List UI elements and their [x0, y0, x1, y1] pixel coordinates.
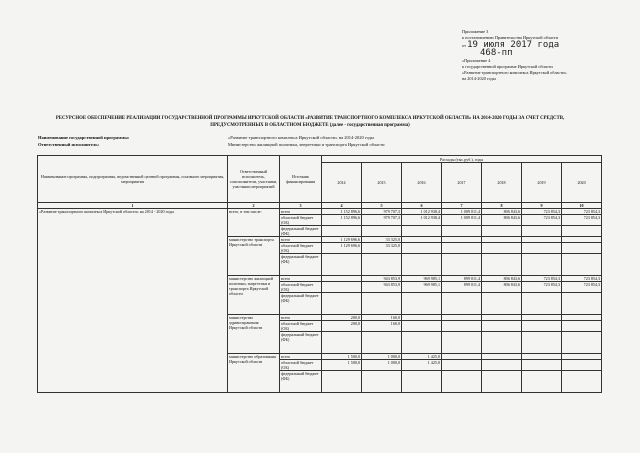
value-cell: 200,0 — [322, 315, 362, 321]
value-cell: 1 152 896,6 — [322, 215, 362, 226]
value-cell: 33 325,0 — [362, 243, 402, 254]
value-cell: 723 854,3 — [562, 276, 602, 282]
value-cell — [482, 332, 522, 354]
value-cell — [322, 282, 362, 293]
value-cell — [562, 243, 602, 254]
column-number: 1 — [38, 203, 228, 209]
value-cell — [562, 226, 602, 237]
value-cell — [322, 226, 362, 237]
value-cell: 1 012 938,4 — [402, 209, 442, 215]
source-cell: всего — [280, 276, 322, 282]
value-cell: 1 009 011,4 — [442, 209, 482, 215]
column-number: 2 — [228, 203, 280, 209]
value-cell: 1 000,0 — [362, 360, 402, 371]
value-cell: 1 129 696,6 — [322, 243, 362, 254]
value-cell: 1 009 011,4 — [442, 215, 482, 226]
value-cell — [402, 332, 442, 354]
value-cell — [482, 321, 522, 332]
value-cell — [442, 254, 482, 276]
value-cell — [442, 293, 482, 315]
value-cell — [322, 254, 362, 276]
column-number: 8 — [482, 203, 522, 209]
appendix-line4: «Приложение 4 — [462, 58, 491, 63]
value-cell — [362, 371, 402, 393]
value-cell — [522, 243, 562, 254]
value-cell: 1 500,0 — [322, 360, 362, 371]
year-header: 2014 — [322, 163, 362, 203]
appendix-line6: «Развитие транспортного комплекса Иркутской области» — [462, 70, 567, 75]
col-name-header: Наименование программы, подпрограммы, ведомственной целевой программы, основного мероприятия, мероприятия — [38, 156, 228, 203]
value-cell — [562, 254, 602, 276]
value-cell: 979 707,3 — [362, 215, 402, 226]
value-cell — [402, 243, 442, 254]
value-cell — [442, 371, 482, 393]
value-cell — [322, 332, 362, 354]
value-cell — [562, 332, 602, 354]
value-cell — [442, 332, 482, 354]
value-cell: 806 843,6 — [482, 209, 522, 215]
value-cell: 1 000,0 — [362, 354, 402, 360]
source-cell: всего — [280, 354, 322, 360]
value-cell: 723 854,3 — [562, 209, 602, 215]
value-cell — [442, 226, 482, 237]
executor-cell: министерство транспорта Иркутской области — [228, 237, 280, 276]
column-number: 3 — [280, 203, 322, 209]
value-cell — [362, 254, 402, 276]
value-cell: 1 500,0 — [322, 354, 362, 360]
document-title: РЕСУРСНОЕ ОБЕСПЕЧЕНИЕ РЕАЛИЗАЦИИ ГОСУДАРСТВЕННОЙ ПРОГРАММЫ ИРКУТСКОЙ ОБЛАСТИ «РАЗВИТИЕ ТРАНСПОРТНОГО КОМПЛЕКСА ИРКУТСКОЙ ОБЛАСТИ» НА 2014-2020 ГОДЫ ЗА СЧЕТ СРЕДСТВ, ПРЕДУСМОТРЕННЫХ В ОБЛАСТНОМ БЮДЖЕТЕ (далее - государственная программа) — [55, 116, 565, 128]
header-row — [38, 156, 602, 163]
value-cell: 899 011,4 — [442, 282, 482, 293]
value-cell — [562, 371, 602, 393]
appendix-line7: на 2014-2020 годы — [462, 76, 496, 81]
value-cell: 899 011,4 — [442, 276, 482, 282]
executor-label: Ответственный исполнитель: — [38, 142, 100, 147]
value-cell: 1 129 696,6 — [322, 237, 362, 243]
value-cell: 1 425,0 — [402, 360, 442, 371]
value-cell — [482, 243, 522, 254]
year-header: 2016 — [402, 163, 442, 203]
source-cell: областной бюджет (ОБ) — [280, 321, 322, 332]
year-header: 2015 — [362, 163, 402, 203]
value-cell — [522, 226, 562, 237]
program-label: Наименование государственной программы: — [38, 135, 130, 140]
expenses-header: Расходы (тыс.руб.), годы — [322, 156, 602, 163]
value-cell — [482, 371, 522, 393]
resource-table — [37, 155, 602, 393]
source-cell: федеральный бюджет (ФБ) — [280, 332, 322, 354]
value-cell — [402, 293, 442, 315]
appendix-date-handwritten: 19 июля 2017 года — [467, 40, 560, 50]
column-number: 4 — [322, 203, 362, 209]
value-cell — [362, 332, 402, 354]
value-cell: 200,0 — [322, 321, 362, 332]
value-cell: 806 843,6 — [482, 276, 522, 282]
value-cell — [522, 371, 562, 393]
source-cell: всего — [280, 209, 322, 215]
value-cell — [402, 254, 442, 276]
value-cell — [522, 293, 562, 315]
value-cell: 1 425,0 — [402, 354, 442, 360]
column-number: 7 — [442, 203, 482, 209]
executor-cell: министерство жилищной политики, энергетики и транспорта Иркутской области — [228, 276, 280, 315]
value-cell — [362, 226, 402, 237]
source-cell: всего — [280, 237, 322, 243]
col-source-header: Источник финансирования — [280, 156, 322, 203]
value-cell — [522, 321, 562, 332]
value-cell: 723 854,3 — [562, 215, 602, 226]
col-executor-header: Ответственный исполнитель, соисполнители, участники, участники мероприятий — [228, 156, 280, 203]
value-cell: 1 012 938,4 — [402, 215, 442, 226]
value-cell — [322, 371, 362, 393]
appendix-number-handwritten: 468-пп — [480, 48, 513, 58]
value-cell: 969 985,1 — [402, 276, 442, 282]
program-value: «Развитие транспортного комплекса Иркутской области» на 2014-2020 годы — [228, 135, 375, 140]
year-header: 2019 — [522, 163, 562, 203]
value-cell — [562, 293, 602, 315]
value-cell — [522, 254, 562, 276]
column-number: 10 — [562, 203, 602, 209]
source-cell: федеральный бюджет (ФБ) — [280, 254, 322, 276]
appendix-line2: к постановлению Правительства Иркутской области — [462, 35, 558, 40]
source-cell: всего — [280, 315, 322, 321]
program-name-cell: «Развитие транспортного комплекса Иркутской области» на 2014 - 2020 годы — [38, 209, 228, 393]
value-cell — [402, 321, 442, 332]
column-number: 5 — [362, 203, 402, 209]
executor-cell: министерство здравоохранения Иркутской области — [228, 315, 280, 354]
value-cell — [482, 293, 522, 315]
column-number: 6 — [402, 203, 442, 209]
appendix-line5: к государственной программе Иркутской области — [462, 64, 553, 69]
value-cell — [442, 360, 482, 371]
value-cell — [522, 332, 562, 354]
value-cell: 723 854,3 — [522, 215, 562, 226]
executor-value: Министерство жилищной политики, энергетики и транспорта Иркутской области — [228, 142, 385, 147]
resource-table-body — [38, 156, 602, 393]
value-cell — [362, 293, 402, 315]
value-cell — [442, 243, 482, 254]
value-cell — [562, 360, 602, 371]
value-cell — [322, 293, 362, 315]
value-cell — [482, 360, 522, 371]
value-cell: 806 843,6 — [482, 215, 522, 226]
value-cell: 33 325,0 — [362, 237, 402, 243]
value-cell: 806 843,6 — [482, 282, 522, 293]
executor-cell: министерство образования Иркутской области — [228, 354, 280, 393]
value-cell: 969 985,1 — [402, 282, 442, 293]
value-cell — [482, 226, 522, 237]
source-cell: областной бюджет (ОБ) — [280, 282, 322, 293]
value-cell: 160,0 — [362, 321, 402, 332]
appendix-block — [462, 29, 637, 82]
value-cell — [562, 321, 602, 332]
year-header: 2017 — [442, 163, 482, 203]
value-cell — [402, 371, 442, 393]
value-cell — [442, 321, 482, 332]
value-cell — [482, 254, 522, 276]
source-cell: федеральный бюджет (ФБ) — [280, 226, 322, 237]
value-cell: 1 152 896,6 — [322, 209, 362, 215]
year-header: 2020 — [562, 163, 602, 203]
value-cell: 723 854,3 — [522, 276, 562, 282]
value-cell — [522, 360, 562, 371]
value-cell: 723 854,3 — [522, 209, 562, 215]
value-cell: 723 854,3 — [562, 282, 602, 293]
source-cell: федеральный бюджет (ФБ) — [280, 293, 322, 315]
appendix-line1: Приложение 3 — [462, 29, 489, 34]
value-cell: 723 854,3 — [522, 282, 562, 293]
source-cell: областной бюджет (ОБ) — [280, 215, 322, 226]
source-cell: областной бюджет (ОБ) — [280, 360, 322, 371]
year-header: 2018 — [482, 163, 522, 203]
source-cell: федеральный бюджет (ФБ) — [280, 371, 322, 393]
value-cell: 160,0 — [362, 315, 402, 321]
source-cell: областной бюджет (ОБ) — [280, 243, 322, 254]
value-cell: 943 853,9 — [362, 276, 402, 282]
column-number: 9 — [522, 203, 562, 209]
value-cell: 979 707,3 — [362, 209, 402, 215]
executor-cell: всего, в том числе: — [228, 209, 280, 237]
value-cell: 943 853,9 — [362, 282, 402, 293]
value-cell — [402, 226, 442, 237]
appendix-date-prefix: от — [462, 43, 466, 48]
